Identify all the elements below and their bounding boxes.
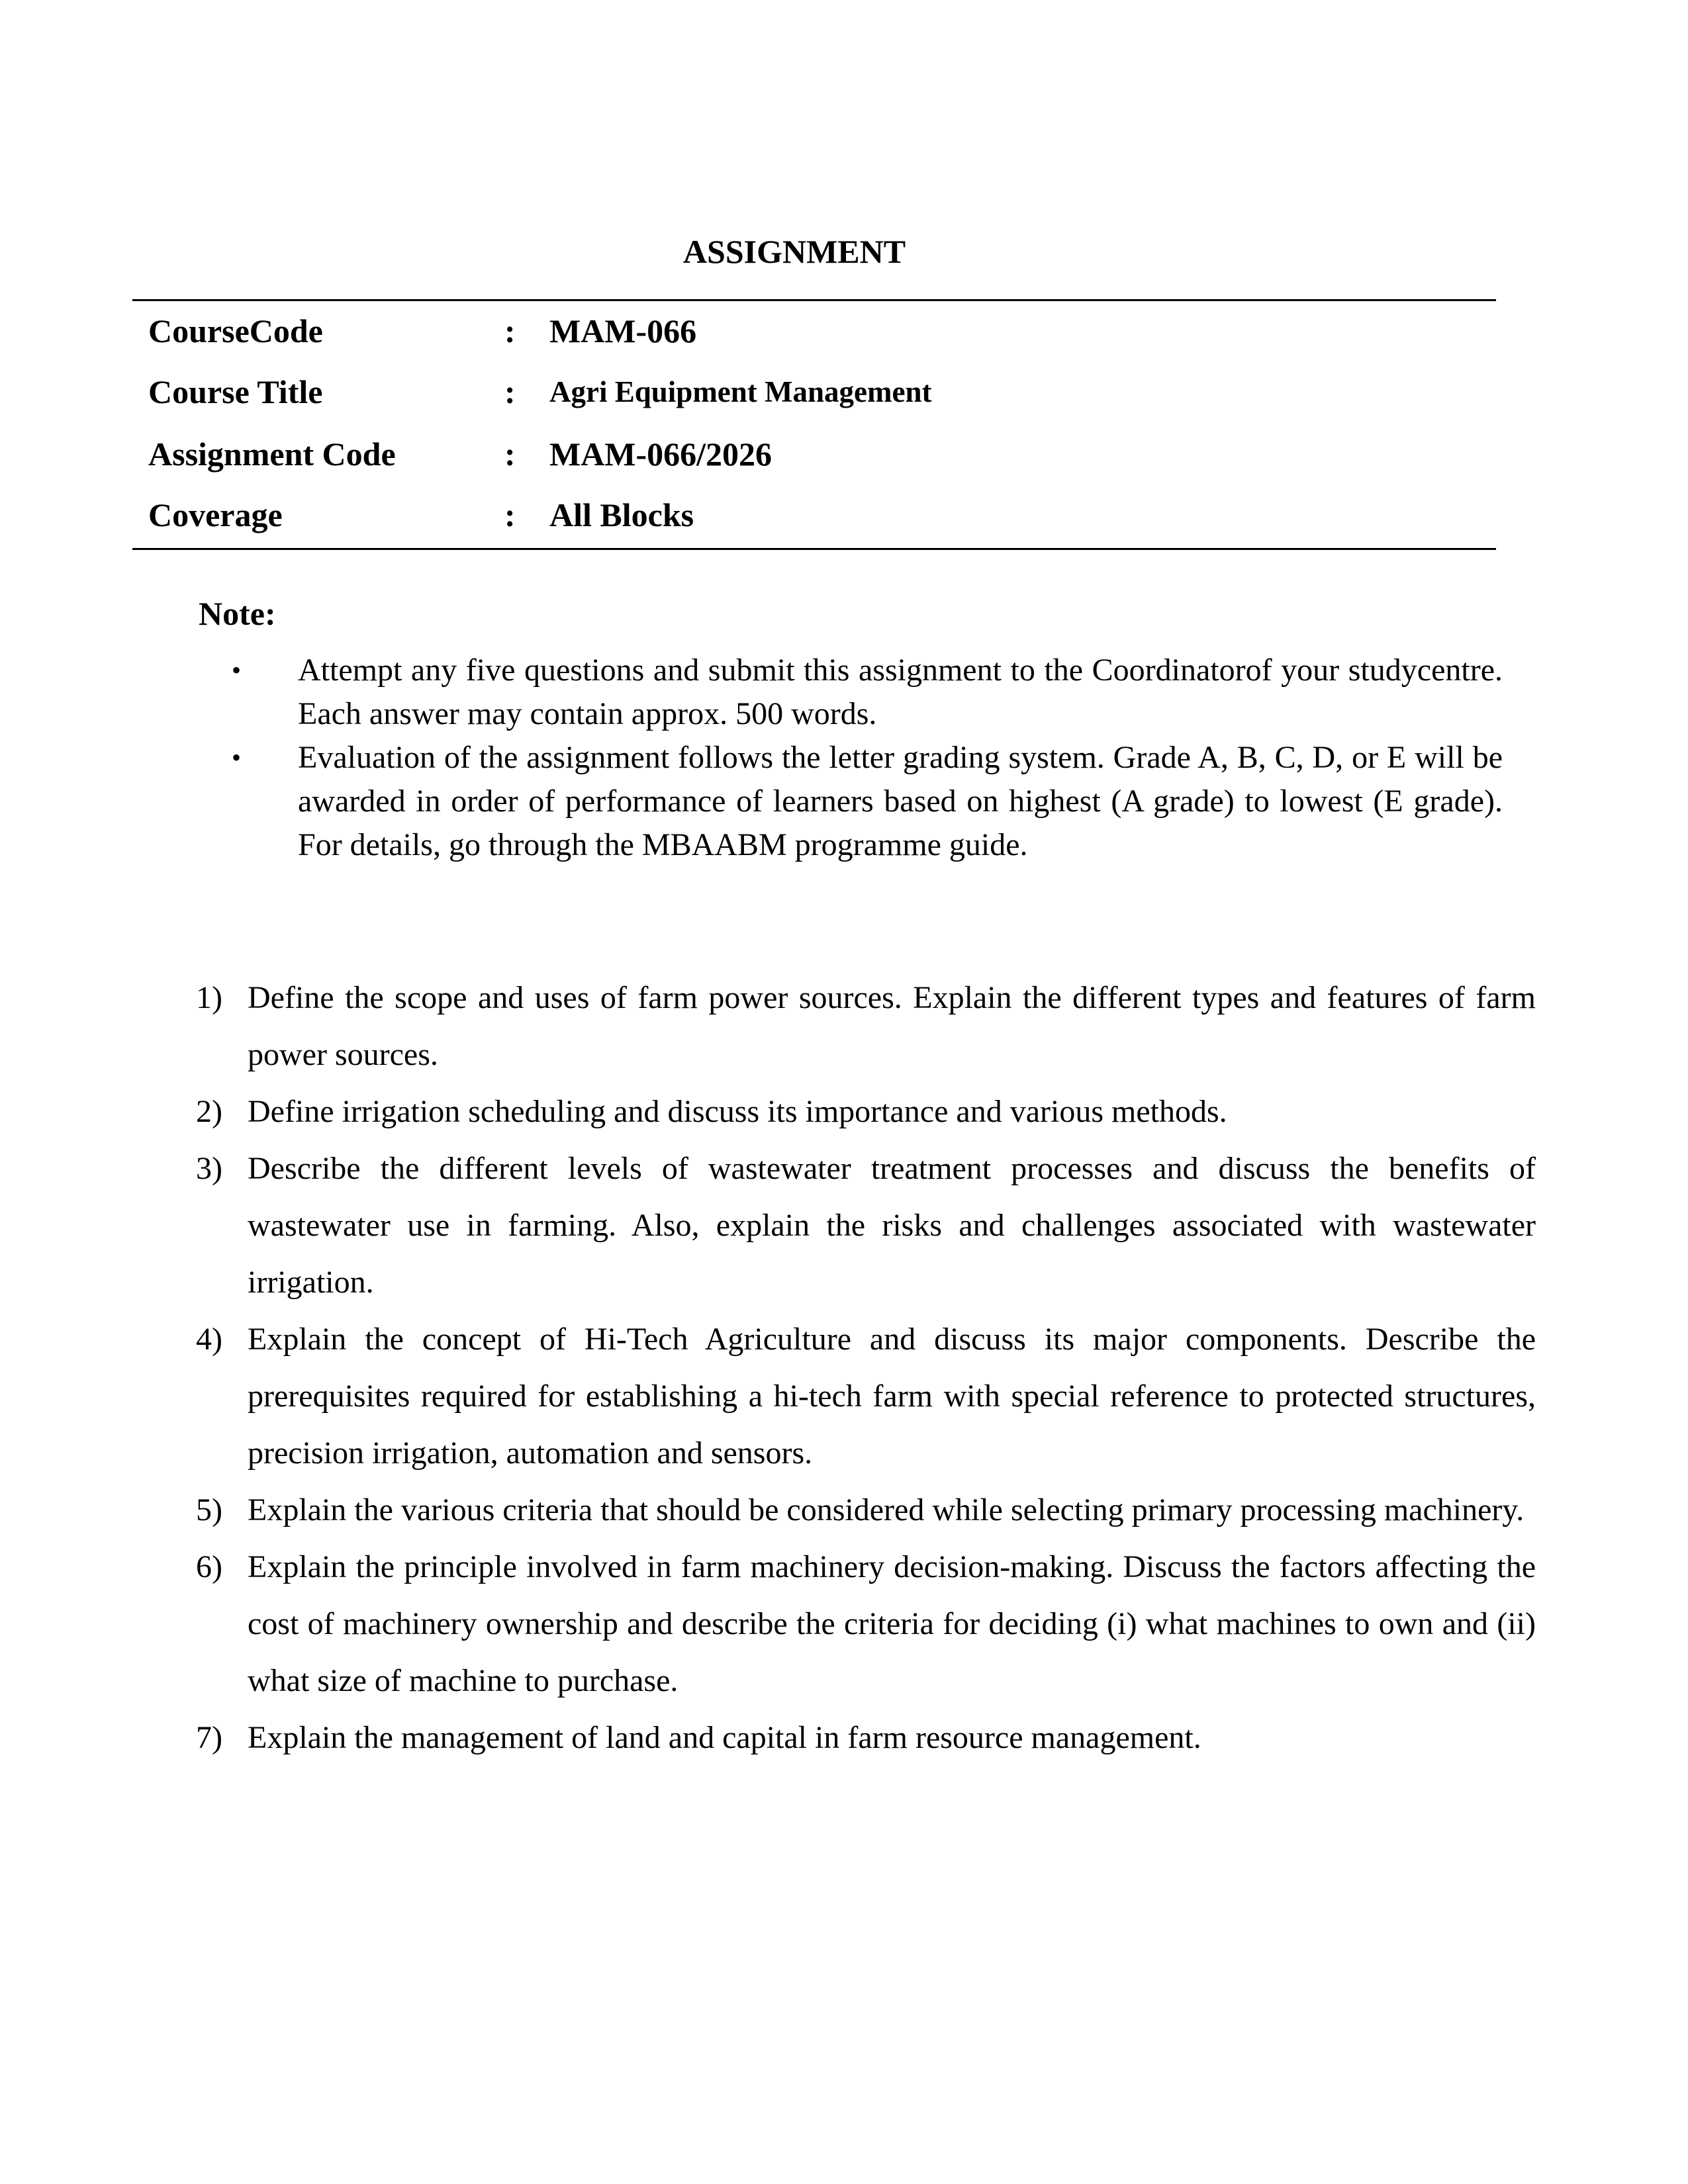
note-heading: Note: <box>199 595 276 632</box>
meta-label: Assignment Code <box>148 435 396 473</box>
bullet-icon: • <box>232 655 242 685</box>
question-text: Explain the various criteria that should be considered while selecting primary processing machinery. <box>248 1492 1524 1527</box>
question-item <box>196 1539 1536 1709</box>
question-list <box>196 970 1536 1766</box>
question-number: 5) <box>196 1492 222 1527</box>
meta-colon: : <box>504 312 516 349</box>
note-text: Evaluation of the assignment follows the letter grading system. Grade A, B, C, D, or E will be awarded in order of performance of learners based on highest (A grade) to lowest (E grade). For details, go through the MBAABM programme guide. <box>298 740 1503 862</box>
meta-row-assignment-code <box>0 434 1688 474</box>
meta-colon: : <box>504 496 516 533</box>
meta-label: Coverage <box>148 496 283 533</box>
meta-value: All Blocks <box>549 496 694 533</box>
meta-colon: : <box>504 373 516 410</box>
question-text: Define the scope and uses of farm power sources. Explain the different types and features of farm power sources. <box>248 980 1536 1072</box>
header-bottom-rule <box>132 548 1496 550</box>
note-item <box>232 736 1503 867</box>
question-number: 7) <box>196 1720 222 1755</box>
meta-value: MAM-066 <box>549 312 697 349</box>
question-number: 4) <box>196 1322 222 1357</box>
question-item <box>196 1482 1536 1539</box>
meta-value: MAM-066/2026 <box>549 435 773 473</box>
meta-row-course-title <box>0 372 1688 412</box>
question-item <box>196 1140 1536 1311</box>
meta-value: Agri Equipment Management <box>549 375 932 408</box>
question-number: 6) <box>196 1549 222 1584</box>
meta-label: Course Title <box>148 373 323 410</box>
question-text: Explain the concept of Hi-Tech Agriculture and discuss its major components. Describe the prerequisites required for establishing a hi-tech farm with special reference to protected structures, precision irrigation, automation and sensors. <box>248 1322 1536 1471</box>
question-number: 3) <box>196 1151 222 1186</box>
question-number: 1) <box>196 980 222 1015</box>
meta-row-course-code <box>0 311 1688 351</box>
note-item <box>232 649 1503 736</box>
document-title: ASSIGNMENT <box>682 233 906 270</box>
question-number: 2) <box>196 1094 222 1129</box>
note-text: Attempt any five questions and submit this assignment to the Coordinatorof your studycentre. Each answer may contain approx. 500 words. <box>298 653 1503 731</box>
note-list <box>232 649 1503 867</box>
question-text: Describe the different levels of wastewater treatment processes and discuss the benefits of wastewater use in farming. Also, explain the risks and challenges associated with wastewater irrigation. <box>248 1151 1536 1300</box>
question-text: Explain the management of land and capital in farm resource management. <box>248 1720 1201 1755</box>
header-top-rule <box>132 299 1496 301</box>
question-item <box>196 970 1536 1083</box>
question-item <box>196 1311 1536 1482</box>
meta-row-coverage <box>0 495 1688 535</box>
question-text: Define irrigation scheduling and discuss its importance and various methods. <box>248 1094 1227 1129</box>
bullet-icon: • <box>232 743 242 772</box>
question-text: Explain the principle involved in farm machinery decision-making. Discuss the factors affecting the cost of machinery ownership and describe the criteria for deciding (i) what machines to own and (ii) what size of machine to purchase. <box>248 1549 1536 1698</box>
meta-label: CourseCode <box>148 312 323 349</box>
meta-colon: : <box>504 435 516 473</box>
question-item <box>196 1709 1536 1766</box>
question-item <box>196 1083 1536 1140</box>
